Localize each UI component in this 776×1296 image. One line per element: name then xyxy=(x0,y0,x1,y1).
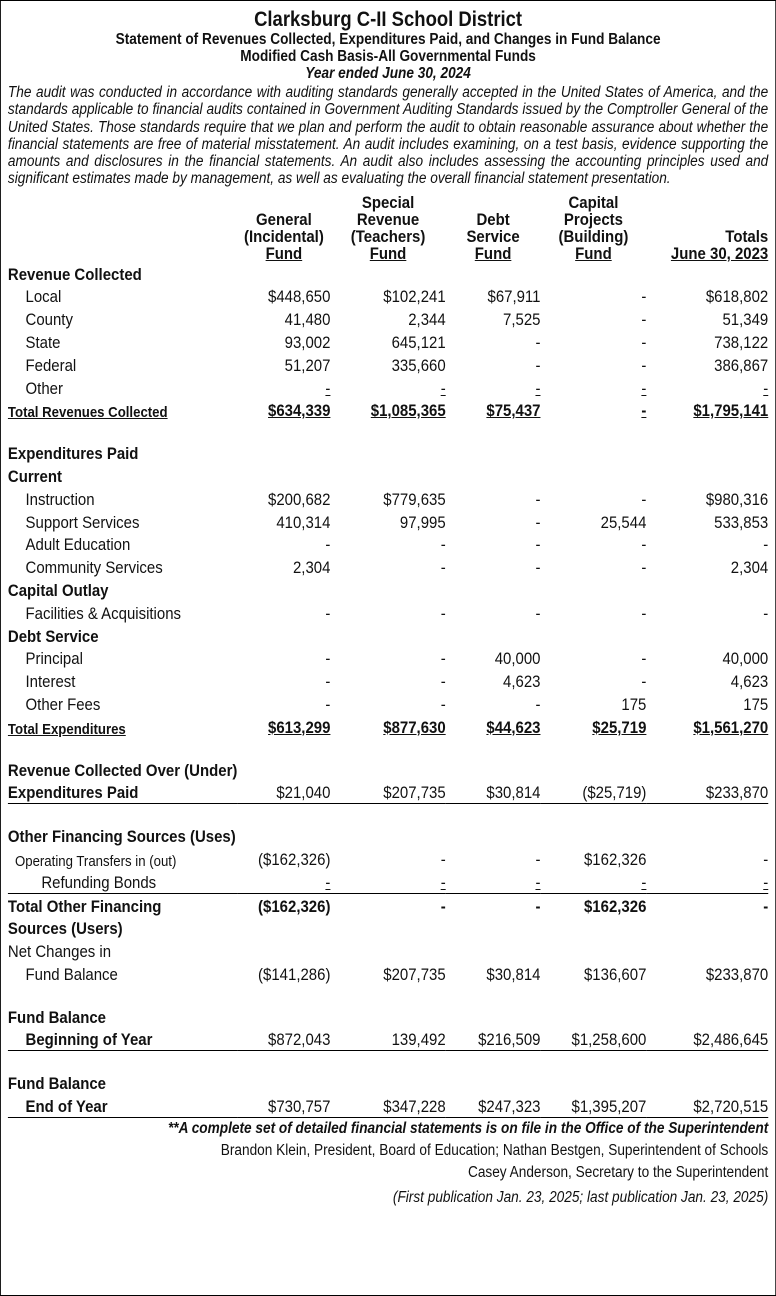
row-value xyxy=(646,758,768,781)
column-header-debt-service: Debt Service Fund xyxy=(466,209,520,263)
row-value xyxy=(237,464,330,487)
row-value xyxy=(540,441,646,464)
table-row xyxy=(8,376,768,399)
row-value xyxy=(237,917,330,940)
table-row xyxy=(8,399,768,422)
row-value xyxy=(237,262,330,285)
row-value xyxy=(446,1005,541,1028)
table-row xyxy=(8,1094,768,1117)
row-value: $347,228 xyxy=(330,1094,445,1117)
row-value: $1,795,141 xyxy=(693,401,769,421)
table-row xyxy=(8,510,768,533)
row-value xyxy=(237,804,330,825)
row-value xyxy=(446,804,541,825)
row-value xyxy=(446,624,541,647)
row-label: Sources (Users) xyxy=(7,919,123,939)
row-value: - xyxy=(641,558,647,578)
row-value: - xyxy=(641,378,647,398)
row-label: Other xyxy=(25,378,63,398)
row-value: 335,660 xyxy=(391,355,446,375)
row-value: 40,000 xyxy=(722,649,769,669)
row-label: Total Other Financing xyxy=(7,896,162,916)
row-value: $44,623 xyxy=(486,717,541,737)
row-value: 645,121 xyxy=(391,332,446,352)
row-value: 2,344 xyxy=(408,310,446,330)
row-value xyxy=(330,1005,445,1028)
row-label: Support Services xyxy=(25,512,140,532)
row-label: State xyxy=(25,332,61,352)
table-row xyxy=(8,464,768,487)
row-label xyxy=(8,738,237,758)
row-value: $207,735 xyxy=(383,964,446,984)
row-value: - xyxy=(641,603,647,623)
row-value: 4,623 xyxy=(730,672,769,692)
row-value xyxy=(330,578,445,601)
row-label xyxy=(8,804,237,825)
row-value: ($162,326) xyxy=(258,896,331,916)
notice-header xyxy=(8,1,768,82)
row-value xyxy=(540,421,646,441)
row-value xyxy=(540,624,646,647)
row-value: $162,326 xyxy=(583,896,647,916)
row-value: - xyxy=(540,870,646,893)
row-value xyxy=(237,624,330,647)
row-value xyxy=(540,578,646,601)
row-label: Instruction xyxy=(25,489,95,509)
row-label xyxy=(8,1051,237,1072)
row-value: 2,304 xyxy=(292,558,331,578)
column-header-totals: Totals June 30, 2023 xyxy=(670,226,769,263)
row-value: - xyxy=(440,694,446,714)
row-label: Capital Outlay xyxy=(7,580,109,600)
spacer-row xyxy=(8,738,768,758)
row-label: Fund Balance xyxy=(7,1074,107,1094)
row-value: ($25,719) xyxy=(540,781,646,804)
row-value xyxy=(540,1005,646,1028)
row-value xyxy=(330,824,445,847)
row-value: - xyxy=(535,332,541,352)
row-label: Fund Balance xyxy=(25,964,118,984)
row-label: Expenditures Paid xyxy=(8,781,237,804)
row-value: - xyxy=(641,535,647,555)
row-value xyxy=(237,939,330,962)
row-value xyxy=(330,1051,445,1072)
row-value xyxy=(446,441,541,464)
row-value: - xyxy=(535,603,541,623)
row-value: $872,043 xyxy=(237,1028,330,1051)
row-value xyxy=(330,738,445,758)
row-value xyxy=(446,421,541,441)
row-value: 386,867 xyxy=(714,355,769,375)
row-label: Local xyxy=(25,287,62,307)
table-row xyxy=(8,555,768,578)
footer-officers-line1: Brandon Klein, President, Board of Education; Nathan Bestgen, Superintendent of Schools xyxy=(220,1142,769,1160)
row-value: - xyxy=(440,672,446,692)
row-value: - xyxy=(440,896,446,916)
row-label: Facilities & Acquisitions xyxy=(25,603,182,623)
row-value: $136,607 xyxy=(583,964,647,984)
row-label: Refunding Bonds xyxy=(8,870,237,893)
row-value: - xyxy=(440,535,446,555)
row-value xyxy=(237,738,330,758)
row-value xyxy=(540,758,646,781)
row-value: - xyxy=(325,535,331,555)
column-header-general: General (Incidental) Fund xyxy=(244,209,324,263)
row-value xyxy=(646,421,768,441)
row-label: Other Financing Sources (Uses) xyxy=(7,827,236,847)
row-value xyxy=(446,939,541,962)
row-value: 139,492 xyxy=(330,1028,445,1051)
row-value: - xyxy=(325,603,331,623)
row-value: - xyxy=(440,849,446,869)
row-value xyxy=(646,738,768,758)
row-value: - xyxy=(535,489,541,509)
table-row xyxy=(8,441,768,464)
row-value xyxy=(446,758,541,781)
row-value: $21,040 xyxy=(237,781,330,804)
spacer-row xyxy=(8,1051,768,1072)
row-value: - xyxy=(237,870,330,893)
row-value xyxy=(540,262,646,285)
row-value: 40,000 xyxy=(494,649,541,669)
row-value xyxy=(237,758,330,781)
row-value: - xyxy=(641,401,647,421)
row-value xyxy=(646,804,768,825)
row-value: $233,870 xyxy=(646,781,768,804)
row-value: 93,002 xyxy=(284,332,331,352)
spacer-row xyxy=(8,421,768,441)
row-label: Other Fees xyxy=(25,694,101,714)
row-value: $247,323 xyxy=(446,1094,541,1117)
row-value xyxy=(646,1005,768,1028)
row-value xyxy=(237,578,330,601)
row-value: $75,437 xyxy=(486,401,541,421)
district-name: Clarksburg C-II School District xyxy=(254,8,523,31)
row-value xyxy=(446,824,541,847)
row-value: 738,122 xyxy=(714,332,769,352)
row-value xyxy=(237,441,330,464)
table-row xyxy=(8,353,768,376)
row-value xyxy=(330,1071,445,1094)
row-value: 2,304 xyxy=(730,558,769,578)
row-value: 175 xyxy=(743,694,769,714)
row-value xyxy=(446,1051,541,1072)
row-value xyxy=(540,738,646,758)
table-row xyxy=(8,917,768,940)
row-value: $1,085,365 xyxy=(370,401,446,421)
row-value: - xyxy=(535,558,541,578)
row-value xyxy=(330,758,445,781)
row-value: - xyxy=(535,512,541,532)
table-row xyxy=(8,262,768,285)
row-value xyxy=(330,804,445,825)
row-label: Interest xyxy=(25,672,76,692)
row-value xyxy=(330,939,445,962)
row-value: $2,720,515 xyxy=(646,1094,768,1117)
row-value: $779,635 xyxy=(383,489,446,509)
table-row xyxy=(8,692,768,715)
row-label: Federal xyxy=(25,355,77,375)
row-value xyxy=(330,624,445,647)
row-value: $67,911 xyxy=(487,287,541,307)
row-value xyxy=(446,464,541,487)
table-row xyxy=(8,781,768,804)
row-value xyxy=(646,824,768,847)
table-row xyxy=(8,533,768,556)
table-row xyxy=(8,715,768,738)
row-value xyxy=(646,624,768,647)
row-value: - xyxy=(641,332,647,352)
row-value xyxy=(237,985,330,1005)
row-value: $200,682 xyxy=(268,489,331,509)
row-value: ($141,286) xyxy=(258,964,331,984)
row-value xyxy=(540,824,646,847)
row-label xyxy=(8,421,237,441)
table-row xyxy=(8,893,768,916)
row-value xyxy=(237,1051,330,1072)
row-label: Total Expenditures xyxy=(7,720,126,738)
row-value xyxy=(540,464,646,487)
row-value xyxy=(540,804,646,825)
row-value: - xyxy=(325,672,331,692)
row-value xyxy=(330,441,445,464)
row-value: - xyxy=(641,672,647,692)
row-value xyxy=(646,1071,768,1094)
row-value: - xyxy=(763,849,769,869)
row-value: $1,561,270 xyxy=(693,717,769,737)
table-row xyxy=(8,624,768,647)
row-value: $1,258,600 xyxy=(540,1028,646,1051)
row-value: 7,525 xyxy=(503,310,541,330)
row-value: - xyxy=(440,378,446,398)
row-value xyxy=(330,262,445,285)
row-value xyxy=(540,917,646,940)
statement-subtitle: Modified Cash Basis-All Governmental Funds xyxy=(240,48,536,65)
row-value xyxy=(646,985,768,1005)
row-value: - xyxy=(325,694,331,714)
table-row xyxy=(8,939,768,962)
row-value: - xyxy=(641,287,647,307)
row-value: - xyxy=(763,378,769,398)
row-value: - xyxy=(763,535,769,555)
row-label: Operating Transfers in (out) xyxy=(14,852,177,870)
row-label: Debt Service xyxy=(7,626,99,646)
row-value: - xyxy=(641,310,647,330)
table-row xyxy=(8,824,768,847)
row-value: - xyxy=(535,535,541,555)
row-value: - xyxy=(440,603,446,623)
statement-title: Statement of Revenues Collected, Expenditures Paid, and Changes in Fund Balance xyxy=(115,31,661,48)
row-value: $730,757 xyxy=(237,1094,330,1117)
row-value: 51,349 xyxy=(722,310,769,330)
row-value: - xyxy=(646,870,768,893)
row-value: 175 xyxy=(621,694,647,714)
column-header-blank xyxy=(8,188,237,262)
row-value xyxy=(646,262,768,285)
row-value xyxy=(446,1071,541,1094)
row-value xyxy=(540,939,646,962)
table-row xyxy=(8,758,768,781)
row-value: $207,735 xyxy=(330,781,445,804)
financial-table xyxy=(8,188,768,1118)
row-value xyxy=(446,985,541,1005)
row-value: - xyxy=(535,849,541,869)
row-value: - xyxy=(535,694,541,714)
spacer-row xyxy=(8,985,768,1005)
row-value: 25,544 xyxy=(600,512,647,532)
row-value: - xyxy=(325,649,331,669)
row-value xyxy=(237,1071,330,1094)
row-value xyxy=(646,464,768,487)
row-value xyxy=(446,578,541,601)
row-value: 533,853 xyxy=(714,512,769,532)
row-value xyxy=(446,917,541,940)
row-value xyxy=(330,917,445,940)
row-label: Expenditures Paid xyxy=(7,444,139,464)
row-value xyxy=(237,421,330,441)
table-row xyxy=(8,962,768,985)
row-value: - xyxy=(446,870,541,893)
row-value xyxy=(540,985,646,1005)
row-value xyxy=(646,917,768,940)
row-value: $1,395,207 xyxy=(540,1094,646,1117)
row-value: - xyxy=(440,558,446,578)
table-row xyxy=(8,1005,768,1028)
row-value: 97,995 xyxy=(399,512,446,532)
row-value xyxy=(446,262,541,285)
column-header-row xyxy=(8,188,768,262)
row-label: Beginning of Year xyxy=(8,1028,237,1051)
table-row xyxy=(8,601,768,624)
table-row xyxy=(8,847,768,870)
row-value xyxy=(237,824,330,847)
row-value xyxy=(646,441,768,464)
row-value: - xyxy=(641,355,647,375)
table-row xyxy=(8,647,768,670)
row-value: $634,339 xyxy=(268,401,331,421)
row-value: - xyxy=(535,378,541,398)
row-value: $448,650 xyxy=(268,287,331,307)
row-label: Revenue Collected Over (Under) xyxy=(7,760,238,780)
row-label: County xyxy=(25,310,73,330)
row-value xyxy=(540,1051,646,1072)
row-value: 4,623 xyxy=(503,672,541,692)
row-value: $618,802 xyxy=(705,287,769,307)
row-value xyxy=(646,939,768,962)
row-value xyxy=(330,464,445,487)
row-value: 410,314 xyxy=(276,512,331,532)
row-label xyxy=(8,985,237,1005)
row-value: - xyxy=(440,649,446,669)
footer-publication: (First publication Jan. 23, 2025; last publication Jan. 23, 2025) xyxy=(392,1189,769,1207)
row-value: 41,480 xyxy=(284,310,331,330)
row-value: ($162,326) xyxy=(258,849,331,869)
row-label: Net Changes in xyxy=(7,942,112,962)
row-value xyxy=(646,578,768,601)
audit-paragraph: The audit was conducted in accordance with auditing standards generally accepted in the United States of America, and the standards applicable to financial audits contained in Government Auditing Standards issued by the Comptroller General of the United States. Those standards require that we plan and perform the audit to obtain reasonable assurance about whether the financial statements are free of material misstatement. An audit includes examining, on a test basis, evidence supporting the amounts and disclosures in the financial statements. An audit also includes assessing the accounting principles used and significant estimates made by management, as well as evaluating the overall financial statement presentation. xyxy=(7,84,769,188)
row-value: $613,299 xyxy=(268,717,331,737)
row-value: $162,326 xyxy=(583,849,647,869)
row-value: - xyxy=(330,870,445,893)
row-value: - xyxy=(641,489,647,509)
row-value: $30,814 xyxy=(486,964,541,984)
row-value xyxy=(237,1005,330,1028)
row-value: $216,509 xyxy=(446,1028,541,1051)
table-row xyxy=(8,1028,768,1051)
row-label: Total Revenues Collected xyxy=(7,404,168,422)
row-label: Adult Education xyxy=(25,535,131,555)
row-label: End of Year xyxy=(8,1094,237,1117)
table-row xyxy=(8,307,768,330)
row-value: $102,241 xyxy=(383,287,446,307)
row-value: $980,316 xyxy=(705,489,769,509)
statement-period: Year ended June 30, 2024 xyxy=(305,65,471,82)
spacer-row xyxy=(8,804,768,825)
row-value: $233,870 xyxy=(705,964,769,984)
table-row xyxy=(8,330,768,353)
row-value: $30,814 xyxy=(446,781,541,804)
row-label: Fund Balance xyxy=(7,1007,107,1027)
row-label: Community Services xyxy=(25,558,163,578)
row-value xyxy=(646,1051,768,1072)
row-value: - xyxy=(763,603,769,623)
footer-officers-line2: Casey Anderson, Secretary to the Superintendent xyxy=(467,1164,769,1182)
row-value: 51,207 xyxy=(284,355,331,375)
row-value: - xyxy=(535,355,541,375)
column-header-special-revenue: Special Revenue (Teachers) Fund xyxy=(350,192,426,263)
row-value: $877,630 xyxy=(383,717,446,737)
column-header-capital-projects: Capital Projects (Building) Fund xyxy=(558,192,629,263)
row-value: - xyxy=(325,378,331,398)
table-row xyxy=(8,870,768,893)
row-value xyxy=(446,738,541,758)
footer-note: **A complete set of detailed financial statements is on file in the Office of the Superintendent xyxy=(167,1120,769,1138)
row-label: Principal xyxy=(25,649,83,669)
table-row xyxy=(8,1071,768,1094)
table-row xyxy=(8,578,768,601)
row-label: Revenue Collected xyxy=(7,264,142,284)
row-value: - xyxy=(763,896,769,916)
table-row xyxy=(8,285,768,308)
row-value xyxy=(330,985,445,1005)
row-value: - xyxy=(641,649,647,669)
row-value xyxy=(540,1071,646,1094)
row-value: $25,719 xyxy=(592,717,647,737)
row-value xyxy=(330,421,445,441)
table-row xyxy=(8,487,768,510)
row-value: $2,486,645 xyxy=(646,1028,768,1051)
row-label: Current xyxy=(7,466,62,486)
table-row xyxy=(8,669,768,692)
row-value: - xyxy=(535,896,541,916)
notice-footer xyxy=(8,1118,768,1209)
